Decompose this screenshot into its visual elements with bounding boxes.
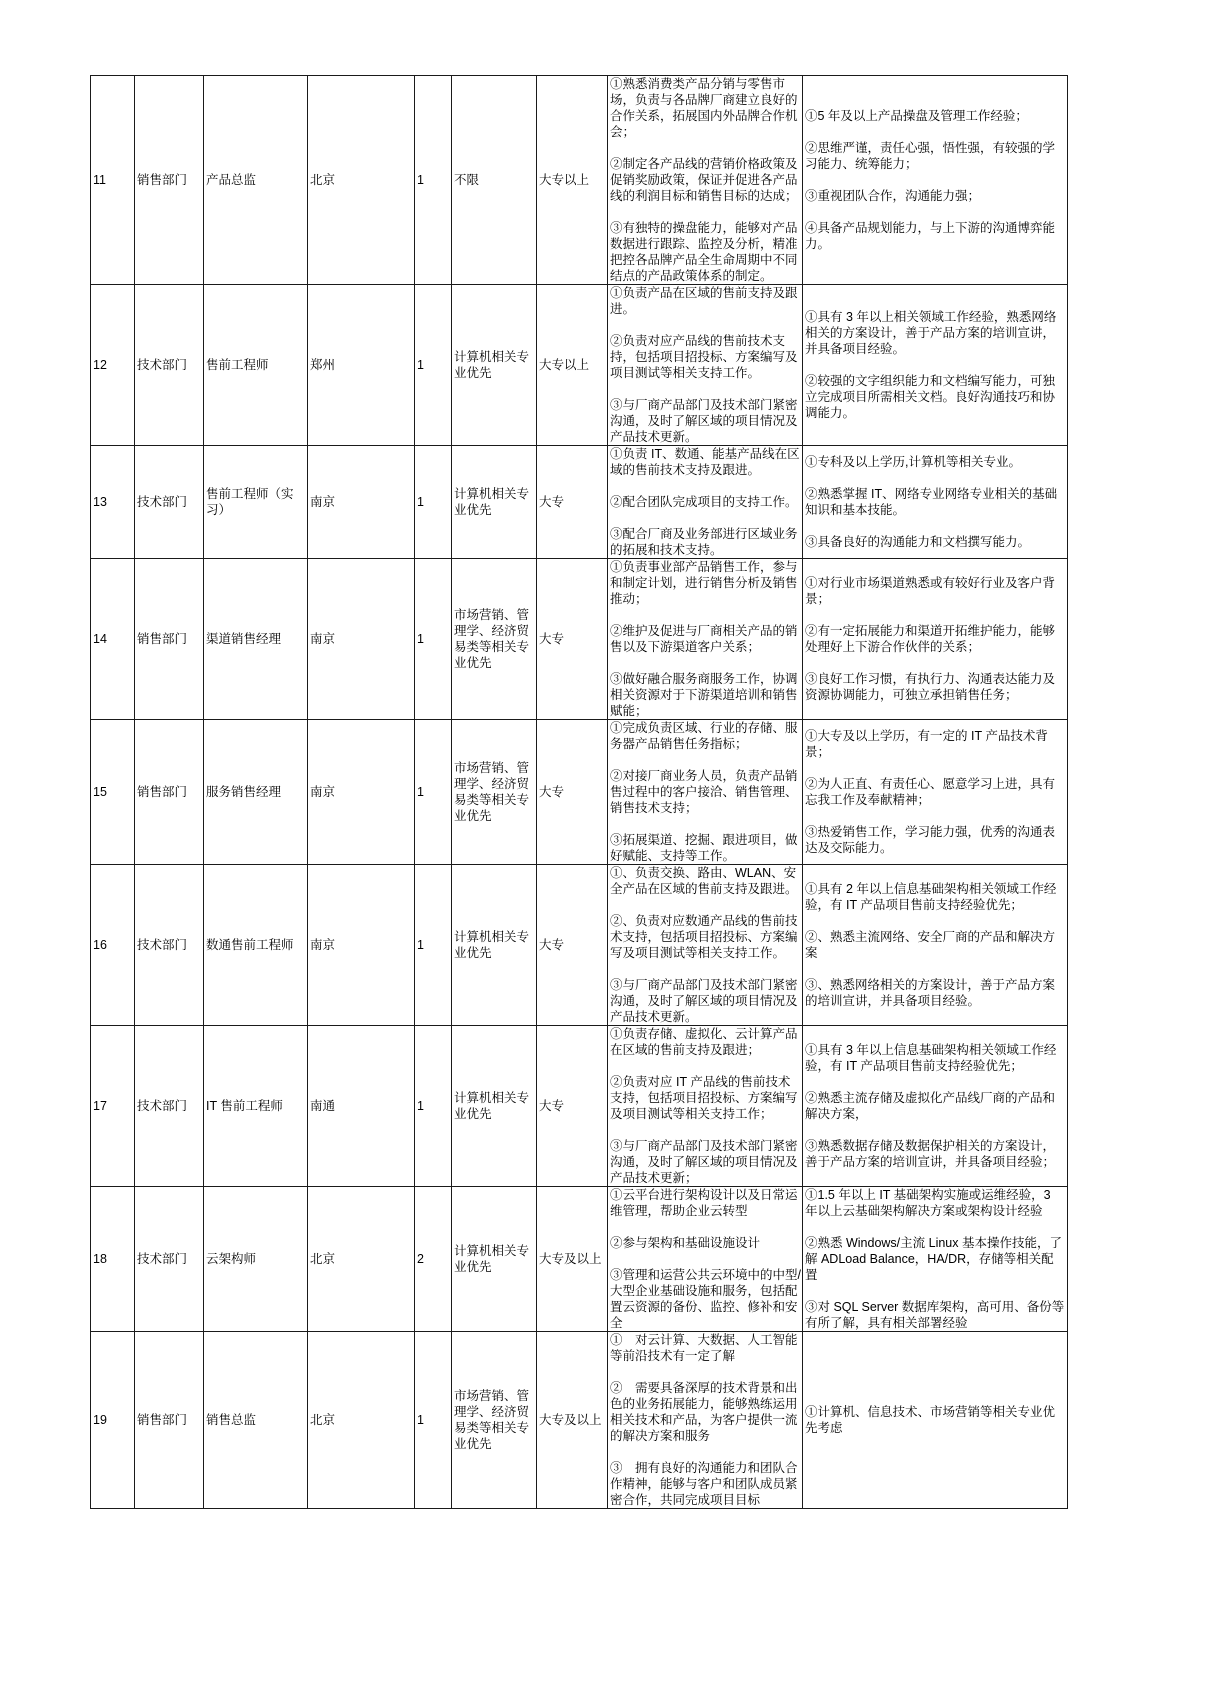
row-number: 15 — [91, 720, 135, 865]
headcount: 1 — [415, 559, 452, 720]
position: 售前工程师 — [204, 285, 308, 446]
row-number: 16 — [91, 865, 135, 1026]
requirement-item: ①对行业市场渠道熟悉或有较好行业及客户背景； — [805, 576, 1056, 606]
requirement-item: ④具备产品规划能力，与上下游的沟通博弈能力。 — [805, 221, 1056, 251]
requirement-item: ①专科及以上学历,计算机等相关专业。 — [805, 455, 1021, 469]
row-number: 13 — [91, 446, 135, 559]
duty-item: ①熟悉消费类产品分销与零售市场，负责与各品牌厂商建立良好的合作关系，拓展国内外品牌合作机会； — [610, 77, 798, 139]
row-number: 14 — [91, 559, 135, 720]
position: 数通售前工程师 — [204, 865, 308, 1026]
requirements — [803, 76, 1068, 285]
duty-item: ③ 拥有良好的沟通能力和团队合作精神，能够与客户和团队成员紧密合作，共同完成项目目标 — [610, 1461, 798, 1507]
duty-item: ②负责对应 IT 产品线的售前技术支持，包括项目招投标、方案编写及项目测试等相关支持工作； — [610, 1075, 798, 1121]
major: 市场营销、管理学、经济贸易类等相关专业优先 — [452, 720, 537, 865]
location: 北京 — [308, 76, 415, 285]
row-number: 19 — [91, 1332, 135, 1509]
table-row — [91, 559, 1068, 720]
education: 大专 — [537, 1026, 608, 1187]
requirements — [803, 285, 1068, 446]
department: 技术部门 — [135, 285, 204, 446]
requirement-item: ②熟悉 Windows/主流 Linux 基本操作技能，了解 ADLoad Balance，HA/DR，存储等相关配置 — [805, 1236, 1062, 1282]
department: 销售部门 — [135, 720, 204, 865]
duties — [608, 76, 803, 285]
row-number: 18 — [91, 1187, 135, 1332]
duty-item: ③与厂商产品部门及技术部门紧密沟通，及时了解区域的项目情况及产品技术更新。 — [610, 398, 798, 444]
duties — [608, 559, 803, 720]
duties — [608, 446, 803, 559]
position: 售前工程师（实习） — [204, 446, 308, 559]
education: 大专以上 — [537, 76, 608, 285]
duty-item: ①负责存储、虚拟化、云计算产品在区域的售前支持及跟进； — [610, 1027, 798, 1057]
duty-item: ①负责 IT、数通、能基产品线在区域的售前技术支持及跟进。 — [610, 447, 800, 477]
duty-item: ①完成负责区域、行业的存储、服务器产品销售任务指标； — [610, 721, 798, 751]
major: 不限 — [452, 76, 537, 285]
location: 北京 — [308, 1187, 415, 1332]
duties — [608, 720, 803, 865]
education: 大专及以上 — [537, 1187, 608, 1332]
requirements — [803, 1187, 1068, 1332]
department: 销售部门 — [135, 559, 204, 720]
duties — [608, 285, 803, 446]
requirements — [803, 865, 1068, 1026]
requirements — [803, 559, 1068, 720]
requirement-item: ③重视团队合作，沟通能力强； — [805, 189, 981, 203]
requirement-item: ②较强的文字组织能力和文档编写能力，可独立完成项目所需相关文档。良好沟通技巧和协调能力。 — [805, 374, 1056, 420]
duties — [608, 1026, 803, 1187]
duty-item: ①负责产品在区域的售前支持及跟进。 — [610, 286, 798, 316]
row-number: 12 — [91, 285, 135, 446]
education: 大专 — [537, 720, 608, 865]
major: 计算机相关专业优先 — [452, 446, 537, 559]
requirements — [803, 1332, 1068, 1509]
headcount: 1 — [415, 720, 452, 865]
requirement-item: ①5 年及以上产品操盘及管理工作经验； — [805, 109, 1028, 123]
duties — [608, 1332, 803, 1509]
table-row — [91, 1187, 1068, 1332]
requirement-item: ③具备良好的沟通能力和文档撰写能力。 — [805, 535, 1031, 549]
requirement-item: ②为人正直、有责任心、愿意学习上进，具有忘我工作及奉献精神； — [805, 777, 1056, 807]
job-table — [90, 75, 1068, 1509]
headcount: 1 — [415, 446, 452, 559]
duty-item: ③配合厂商及业务部进行区域业务的拓展和技术支持。 — [610, 527, 798, 557]
requirement-item: ①大专及以上学历，有一定的 IT 产品技术背景； — [805, 729, 1048, 759]
position: IT 售前工程师 — [204, 1026, 308, 1187]
education: 大专 — [537, 446, 608, 559]
position: 云架构师 — [204, 1187, 308, 1332]
requirements — [803, 446, 1068, 559]
location: 南通 — [308, 1026, 415, 1187]
education: 大专及以上 — [537, 1332, 608, 1509]
duty-item: ③拓展渠道、挖掘、跟进项目，做好赋能、支持等工作。 — [610, 833, 798, 863]
department: 技术部门 — [135, 1026, 204, 1187]
requirement-item: ①1.5 年以上 IT 基础架构实施或运维经验，3 年以上云基础架构解决方案或架构设计经验 — [805, 1188, 1051, 1218]
position: 销售总监 — [204, 1332, 308, 1509]
major: 市场营销、管理学、经济贸易类等相关专业优先 — [452, 1332, 537, 1509]
requirement-item: ③热爱销售工作，学习能力强，优秀的沟通表达及交际能力。 — [805, 825, 1056, 855]
duty-item: ③与厂商产品部门及技术部门紧密沟通，及时了解区域的项目情况及产品技术更新。 — [610, 978, 798, 1024]
education: 大专 — [537, 865, 608, 1026]
headcount: 1 — [415, 1332, 452, 1509]
location: 南京 — [308, 720, 415, 865]
location: 郑州 — [308, 285, 415, 446]
duty-item: ②、负责对应数通产品线的售前技术支持，包括项目招投标、方案编写及项目测试等相关支持工作。 — [610, 914, 798, 960]
requirement-item: ①计算机、信息技术、市场营销等相关专业优先考虑 — [805, 1405, 1056, 1435]
headcount: 1 — [415, 865, 452, 1026]
major: 计算机相关专业优先 — [452, 1187, 537, 1332]
duty-item: ③有独特的操盘能力，能够对产品数据进行跟踪、监控及分析，精准把控各品牌产品全生命周期中不同结点的产品政策体系的制定。 — [610, 221, 798, 283]
duties — [608, 865, 803, 1026]
requirement-item: ③、熟悉网络相关的方案设计，善于产品方案的培训宣讲，并具备项目经验。 — [805, 978, 1056, 1008]
location: 南京 — [308, 446, 415, 559]
location: 南京 — [308, 559, 415, 720]
major: 计算机相关专业优先 — [452, 865, 537, 1026]
department: 销售部门 — [135, 1332, 204, 1509]
requirement-item: ③良好工作习惯，有执行力、沟通表达能力及资源协调能力，可独立承担销售任务； — [805, 672, 1056, 702]
table-row — [91, 1026, 1068, 1187]
table-row — [91, 76, 1068, 285]
duty-item: ②维护及促进与厂商相关产品的销售以及下游渠道客户关系； — [610, 624, 798, 654]
duty-item: ① 对云计算、大数据、人工智能等前沿技术有一定了解 — [610, 1333, 798, 1363]
headcount: 1 — [415, 76, 452, 285]
major: 市场营销、管理学、经济贸易类等相关专业优先 — [452, 559, 537, 720]
requirement-item: ①具有 2 年以上信息基础架构相关领域工作经验，有 IT 产品项目售前支持经验优先； — [805, 882, 1057, 912]
department: 技术部门 — [135, 865, 204, 1026]
headcount: 1 — [415, 1026, 452, 1187]
headcount: 1 — [415, 285, 452, 446]
requirement-item: ①具有 3 年以上信息基础架构相关领域工作经验，有 IT 产品项目售前支持经验优先； — [805, 1043, 1057, 1073]
duty-item: ②制定各产品线的营销价格政策及促销奖励政策，保证并促进各产品线的利润目标和销售目标的达成； — [610, 157, 798, 203]
duties — [608, 1187, 803, 1332]
education: 大专以上 — [537, 285, 608, 446]
headcount: 2 — [415, 1187, 452, 1332]
duty-item: ② 需要具备深厚的技术背景和出色的业务拓展能力，能够熟练运用相关技术和产品，为客户提供一流的解决方案和服务 — [610, 1381, 798, 1443]
requirement-item: ③熟悉数据存储及数据保护相关的方案设计，善于产品方案的培训宣讲，并具备项目经验； — [805, 1139, 1056, 1169]
duty-item: ②对接厂商业务人员，负责产品销售过程中的客户接洽、销售管理、销售技术支持； — [610, 769, 798, 815]
requirements — [803, 720, 1068, 865]
requirement-item: ②有一定拓展能力和渠道开拓维护能力，能够处理好上下游合作伙伴的关系； — [805, 624, 1056, 654]
duty-item: ②参与架构和基础设施设计 — [610, 1236, 761, 1250]
table-row — [91, 865, 1068, 1026]
duty-item: ①负责事业部产品销售工作，参与和制定计划，进行销售分析及销售推动； — [610, 560, 798, 606]
table-row — [91, 285, 1068, 446]
duty-item: ①云平台进行架构设计以及日常运维管理，帮助企业云转型 — [610, 1188, 798, 1218]
requirement-item: ②熟悉主流存储及虚拟化产品线厂商的产品和解决方案， — [805, 1091, 1056, 1121]
requirement-item: ②、熟悉主流网络、安全厂商的产品和解决方案 — [805, 930, 1056, 960]
major: 计算机相关专业优先 — [452, 285, 537, 446]
location: 北京 — [308, 1332, 415, 1509]
row-number: 17 — [91, 1026, 135, 1187]
requirement-item: ②熟悉掌握 IT、网络专业网络专业相关的基础知识和基本技能。 — [805, 487, 1058, 517]
requirements — [803, 1026, 1068, 1187]
department: 技术部门 — [135, 446, 204, 559]
duty-item: ③与厂商产品部门及技术部门紧密沟通，及时了解区域的项目情况及产品技术更新； — [610, 1139, 798, 1185]
major: 计算机相关专业优先 — [452, 1026, 537, 1187]
requirement-item: ①具有 3 年以上相关领域工作经验，熟悉网络相关的方案设计，善于产品方案的培训宣讲，并具备项目经验。 — [805, 310, 1057, 356]
duty-item: ①、负责交换、路由、WLAN、安全产品在区域的售前支持及跟进。 — [610, 866, 798, 896]
duty-item: ②配合团队完成项目的支持工作。 — [610, 495, 798, 509]
duty-item: ②负责对应产品线的售前技术支持，包括项目招投标、方案编写及项目测试等相关支持工作。 — [610, 334, 798, 380]
position: 产品总监 — [204, 76, 308, 285]
duty-item: ③做好融合服务商服务工作，协调相关资源对于下游渠道培训和销售赋能； — [610, 672, 798, 718]
row-number: 11 — [91, 76, 135, 285]
requirement-item: ③对 SQL Server 数据库架构，高可用、备份等有所了解，具有相关部署经验 — [805, 1300, 1065, 1330]
duty-item: ③管理和运营公共云环境中的中型/大型企业基础设施和服务，包括配置云资源的备份、监控、修补和安全 — [610, 1268, 801, 1330]
table-row — [91, 720, 1068, 865]
education: 大专 — [537, 559, 608, 720]
table-row — [91, 446, 1068, 559]
location: 南京 — [308, 865, 415, 1026]
department: 销售部门 — [135, 76, 204, 285]
table-row — [91, 1332, 1068, 1509]
position: 服务销售经理 — [204, 720, 308, 865]
requirement-item: ②思维严谨，责任心强，悟性强，有较强的学习能力、统筹能力； — [805, 141, 1056, 171]
position: 渠道销售经理 — [204, 559, 308, 720]
department: 技术部门 — [135, 1187, 204, 1332]
